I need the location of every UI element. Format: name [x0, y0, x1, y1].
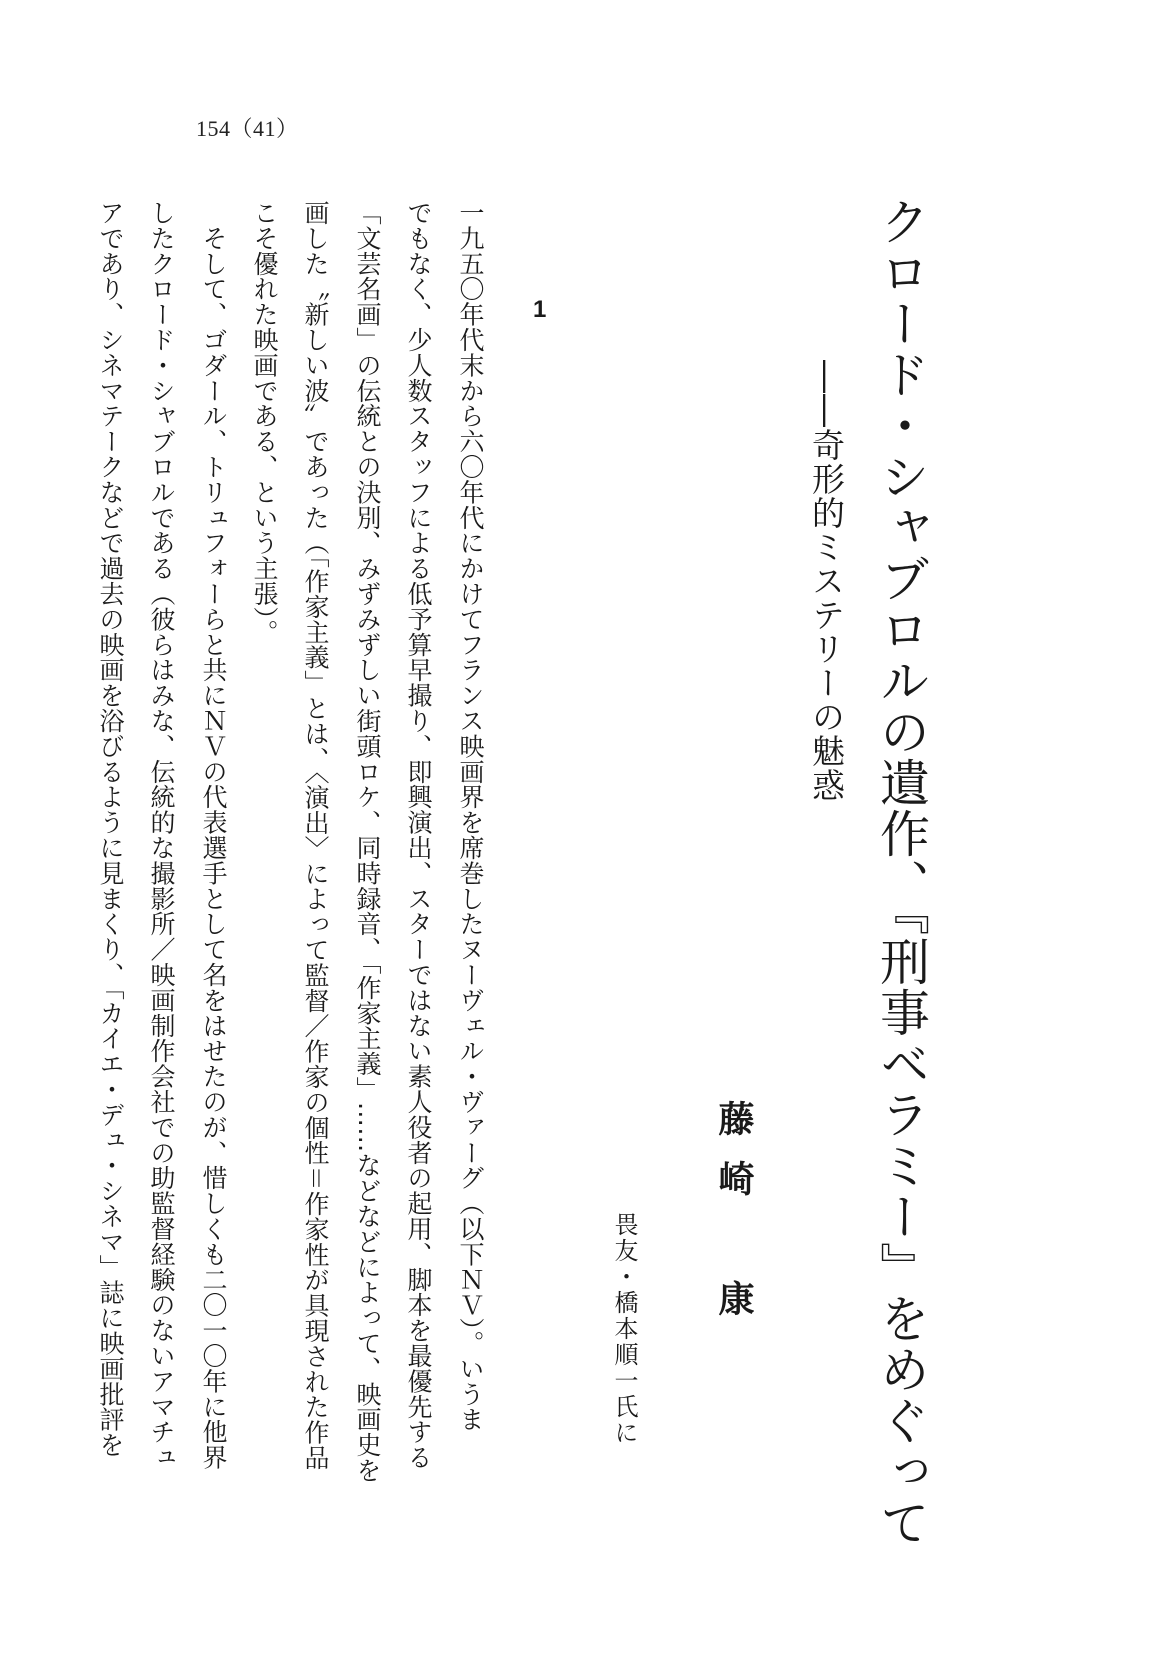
- body-text-line: 画した〝新しい波〟であった（「作家主義」とは、〈演出〉によって監督／作家の個性＝作家性が具現された作品: [301, 200, 330, 1471]
- author-name: 藤崎 康: [713, 1100, 755, 1340]
- section-number: 1: [533, 296, 547, 323]
- body-text-line: そして、ゴダール、トリュフォーらと共にＮＶの代表選手として名をはせたのが、惜しくも二〇一〇年に他界: [199, 200, 228, 1470]
- dedication: 畏友・橋本順一氏に: [610, 1212, 638, 1446]
- page-number: 154（41）: [196, 116, 299, 141]
- article-subtitle: ――奇形的ミステリーの魅惑: [807, 360, 846, 802]
- body-text-line: したクロード・シャブロルである（彼らはみな、伝統的な撮影所／映画制作会社での助監督経験のないアマチュ: [147, 200, 176, 1470]
- body-text-line: でもなく、少人数スタッフによる低予算早撮り、即興演出、スターではない素人役者の起用、脚本を最優先する: [404, 200, 433, 1470]
- body-text-line: 一九五〇年代末から六〇年代にかけてフランス映画界を席巻したヌーヴェル・ヴァーグ（以下ＮＶ）。いうま: [456, 200, 485, 1433]
- body-text-line: アであり、シネマテークなどで過去の映画を浴びるように見まくり、「カイエ・デュ・シネマ」誌に映画批評を: [96, 200, 125, 1458]
- article-title: クロード・シャブロルの遺作、『刑事ベラミー』をめぐって: [872, 196, 930, 1548]
- body-text-line: こそ優れた映画である、という主張）。: [250, 200, 279, 645]
- body-text-line: 「文芸名画」の伝統との決別、みずみずしい街頭ロケ、同時録音、「作家主義」……などなどによって、映画史を: [353, 200, 382, 1483]
